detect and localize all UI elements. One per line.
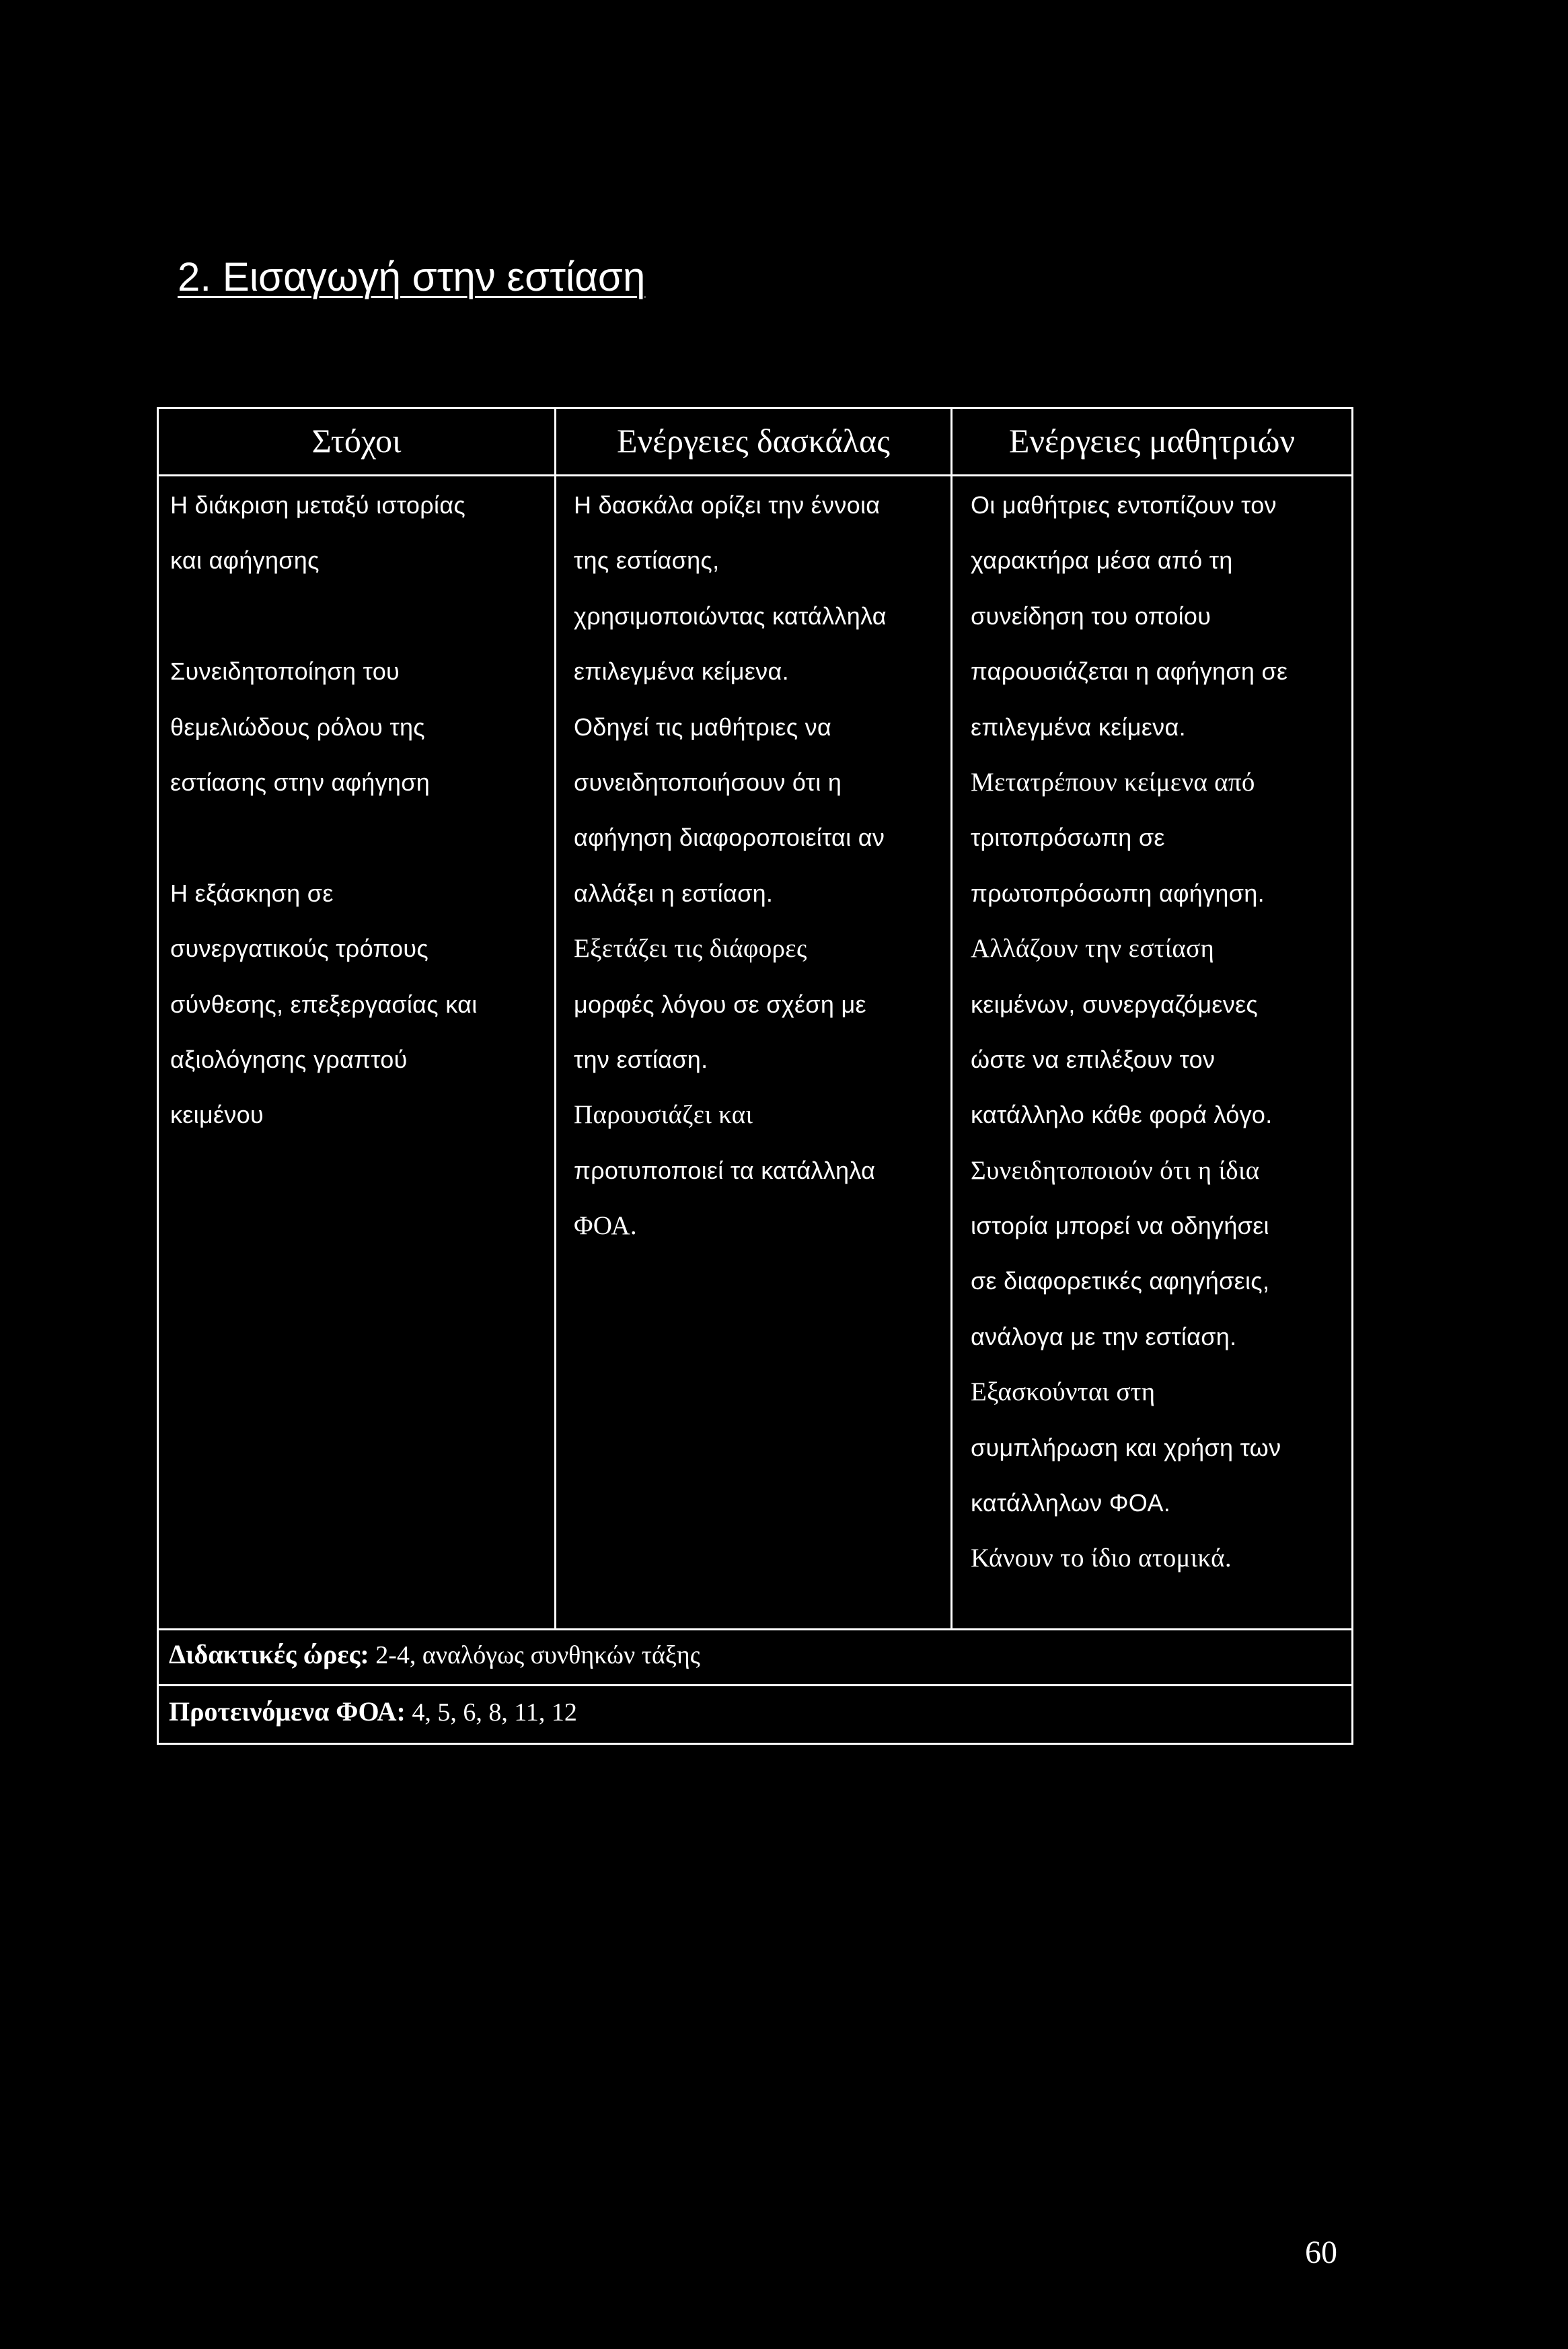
column-divider-1 — [554, 407, 556, 1630]
student-action-line: επιλεγμένα κείμενα. — [971, 713, 1186, 741]
student-action-line: σε διαφορετικές αφηγήσεις, — [971, 1267, 1270, 1295]
goal-line: συνεργατικούς τρόπους — [170, 935, 428, 963]
column-divider-2 — [950, 407, 953, 1630]
student-action-line: χαρακτήρα μέσα από τη — [971, 546, 1233, 575]
goal-line: θεμελιώδους ρόλου της — [170, 713, 425, 741]
teaching-hours-label: Διδακτικές ώρες: — [169, 1639, 369, 1669]
goal-line: αξιολόγησης γραπτού — [170, 1045, 408, 1073]
goal-line: εστίασης στην αφήγηση — [170, 768, 431, 796]
teacher-action-line: μορφές λόγου σε σχέση με — [574, 990, 866, 1018]
goal-line: και αφήγησης — [170, 546, 320, 575]
student-action-line: κατάλληλο κάθε φορά λόγο. — [971, 1101, 1273, 1129]
lesson-plan-table — [157, 407, 1353, 1745]
student-action-line: συμπλήρωση και χρήση των — [971, 1433, 1281, 1461]
goal-spacer — [170, 589, 550, 644]
teacher-action-line: Οδηγεί τις μαθήτριες να — [574, 713, 832, 741]
teacher-action-line: Παρουσιάζει και — [574, 1100, 753, 1130]
suggested-foa — [169, 1696, 577, 1727]
student-action-line: Οι μαθήτριες εντοπίζουν τον — [971, 491, 1277, 519]
goal-line: Η διάκριση μεταξύ ιστορίας — [170, 491, 466, 519]
teacher-action-line: προτυποποιεί τα κατάλληλα — [574, 1156, 876, 1184]
teacher-action-line: χρησιμοποιώντας κατάλληλα — [574, 602, 887, 630]
teaching-hours — [169, 1638, 700, 1670]
table-border-right — [1351, 407, 1353, 1745]
student-action-line: κατάλληλων ΦΟΑ. — [971, 1489, 1171, 1517]
teacher-action-line: Εξετάζει τις διάφορες — [574, 934, 807, 964]
teacher-action-line: Η δασκάλα ορίζει την έννοια — [574, 491, 881, 519]
table-border-left — [157, 407, 159, 1745]
goal-line: σύνθεσης, επεξεργασίας και — [170, 990, 478, 1018]
student-action-line: παρουσιάζεται η αφήγηση σε — [971, 657, 1288, 686]
table-border-bottom — [157, 1743, 1353, 1745]
student-action-line: Μετατρέπουν κείμενα από — [971, 767, 1255, 797]
teaching-hours-value: 2-4, αναλόγως συνθηκών τάξης — [369, 1641, 700, 1669]
header-divider — [157, 474, 1353, 476]
student-action-line: κειμένων, συνεργαζόμενες — [971, 990, 1259, 1018]
teacher-action-line: της εστίασης, — [574, 546, 720, 575]
student-action-line: Συνειδητοποιούν ότι η ίδια — [971, 1155, 1260, 1185]
student-actions-cell — [971, 478, 1349, 1587]
student-action-line: Αλλάζουν την εστίαση — [971, 934, 1215, 964]
student-action-line: Εξασκούνται στη — [971, 1377, 1156, 1407]
teacher-actions-cell — [574, 478, 948, 1254]
table-border-top — [157, 407, 1353, 409]
page-number: 60 — [1305, 2235, 1337, 2270]
teacher-action-line: συνειδητοποιήσουν ότι η — [574, 768, 842, 796]
goal-line: κειμένου — [170, 1101, 264, 1129]
student-action-line: ιστορία μπορεί να οδηγήσει — [971, 1212, 1269, 1240]
teacher-action-line: την εστίαση. — [574, 1045, 708, 1073]
teacher-action-line: ΦΟΑ. — [574, 1211, 637, 1241]
goal-line: Συνειδητοποίηση του — [170, 657, 400, 686]
teacher-action-line: επιλεγμένα κείμενα. — [574, 657, 789, 686]
header-teacher-actions: Ενέργειες δασκάλας — [617, 422, 890, 460]
goal-line: Η εξάσκηση σε — [170, 879, 334, 907]
student-action-line: Κάνουν το ίδιο ατομικά. — [971, 1544, 1232, 1573]
student-action-line: ώστε να επιλέξουν τον — [971, 1045, 1216, 1073]
student-action-line: τριτοπρόσωπη σε — [971, 824, 1165, 852]
goals-cell — [170, 478, 550, 1143]
header-student-actions: Ενέργειες μαθητριών — [1008, 422, 1296, 460]
student-action-line: ανάλογα με την εστίαση. — [971, 1322, 1237, 1350]
teacher-action-line: αφήγηση διαφοροποιείται αν — [574, 824, 885, 852]
section-title: 2. Εισαγωγή στην εστίαση — [178, 254, 646, 299]
suggested-foa-value: 4, 5, 6, 8, 11, 12 — [405, 1698, 577, 1727]
student-action-line: πρωτοπρόσωπη αφήγηση. — [971, 879, 1265, 907]
goal-spacer — [170, 810, 550, 865]
footer-divider-top — [157, 1628, 1353, 1630]
teacher-action-line: αλλάξει η εστίαση. — [574, 879, 774, 907]
header-goals: Στόχοι — [311, 422, 402, 460]
student-action-line: συνείδηση του οποίου — [971, 602, 1211, 630]
footer-divider-middle — [157, 1684, 1353, 1686]
suggested-foa-label: Προτεινόμενα ΦΟΑ: — [169, 1696, 406, 1727]
